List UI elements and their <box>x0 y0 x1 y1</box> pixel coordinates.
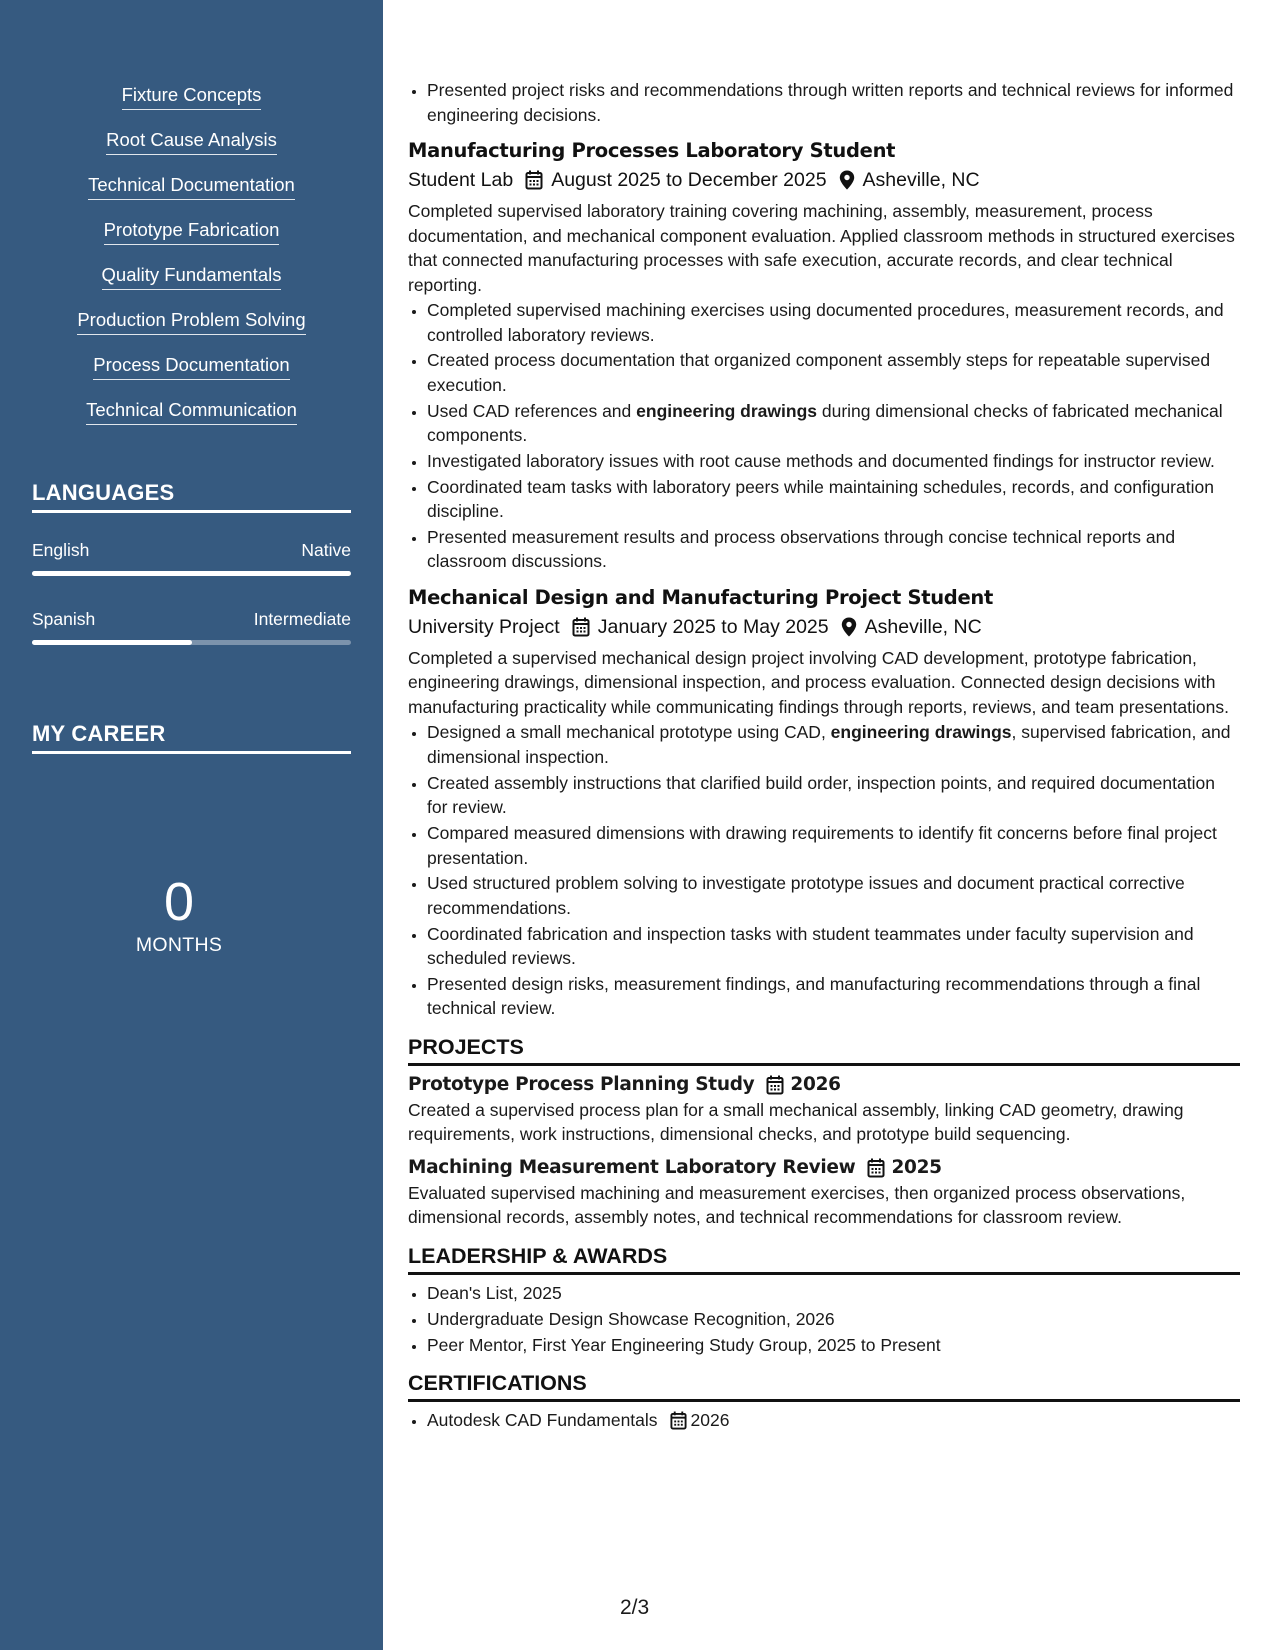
skill-item: Technical Communication <box>86 399 297 425</box>
bullet-item: • Investigated laboratory issues with root cause methods and documented findings for instructor review. <box>427 449 1240 474</box>
award-item: • Undergraduate Design Showcase Recognition, 2026 <box>427 1307 1240 1332</box>
bullet-item: • Completed supervised machining exercises using documented procedures, measurement records, and controlled laboratory reviews. <box>427 298 1240 347</box>
project-description: Created a supervised process plan for a small mechanical assembly, linking CAD geometry, drawing requirements, work instructions, dimensional checks, and prototype build sequencing. <box>408 1099 1184 1145</box>
skill-item: Root Cause Analysis <box>106 129 277 155</box>
career-value: 0 <box>163 872 195 932</box>
project-name: Prototype Process Planning Study <box>408 1073 755 1095</box>
certification-year: 2026 <box>690 1410 730 1431</box>
language-row <box>32 609 351 630</box>
project-description: Evaluated supervised machining and measurement exercises, then organized process observations, dimensional records, assembly notes, and technical recommendations for classroom review. <box>408 1182 1186 1228</box>
project-year: 2025 <box>891 1156 942 1178</box>
project-title <box>408 1155 1240 1181</box>
skill-item: Production Problem Solving <box>77 309 305 335</box>
calendar-icon <box>766 1075 784 1095</box>
projects-heading: PROJECTS <box>408 1033 1240 1066</box>
job-location: Asheville, NC <box>864 615 982 638</box>
certifications-heading: CERTIFICATIONS <box>408 1369 1240 1402</box>
language-name: English <box>32 540 90 560</box>
language-level: Native <box>301 540 351 560</box>
language-name: Spanish <box>32 609 96 629</box>
skills-list <box>0 84 383 444</box>
job-bullets <box>408 298 1240 574</box>
awards-heading: LEADERSHIP & AWARDS <box>408 1242 1240 1275</box>
bold-keyword: engineering drawings <box>636 400 818 421</box>
job-dates: January 2025 to May 2025 <box>597 615 829 638</box>
calendar-icon <box>572 617 590 637</box>
page-number: 2/3 <box>620 1596 650 1619</box>
certification-name: • Autodesk CAD Fundamentals <box>427 1410 658 1431</box>
career-unit: MONTHS <box>135 934 223 956</box>
job-dates: August 2025 to December 2025 <box>551 169 827 191</box>
award-item: • Peer Mentor, First Year Engineering Study Group, 2025 to Present <box>427 1333 1240 1358</box>
calendar-icon <box>867 1158 885 1178</box>
project-name: Machining Measurement Laboratory Review <box>408 1156 856 1178</box>
project-year: 2026 <box>790 1073 841 1095</box>
language-proficiency-bar <box>32 640 351 645</box>
bullet-item: • Presented measurement results and process observations through concise technical reports and classroom discussions. <box>427 525 1240 574</box>
job-organization: University Project <box>408 615 560 638</box>
job-organization: Student Lab <box>408 169 514 191</box>
languages-heading: LANGUAGES <box>32 480 351 513</box>
main-content <box>408 78 1240 1434</box>
bullet-item: • Coordinated team tasks with laboratory peers while maintaining schedules, records, and configuration discipline. <box>427 475 1240 524</box>
experience-bullets <box>408 78 1240 127</box>
skill-item: Prototype Fabrication <box>104 219 280 245</box>
certifications-list <box>408 1408 1240 1433</box>
job-description: Completed a supervised mechanical design project involving CAD development, prototype fabrication, engineering drawings, dimensional inspection, and process evaluation. Connected design decisions with manufacturing practicality while communicating findings through reports, reviews, and team presentations. <box>408 647 1229 717</box>
bullet-item: • Compared measured dimensions with drawing requirements to identify fit concerns before final project presentation. <box>427 821 1240 870</box>
language-row <box>32 540 351 561</box>
job-bullets <box>408 720 1240 1020</box>
job-meta <box>408 612 1240 642</box>
bullet-item: • Presented design risks, measurement findings, and manufacturing recommendations through a final technical review. <box>427 972 1240 1021</box>
job-title: Manufacturing Processes Laboratory Student <box>408 139 896 162</box>
calendar-icon <box>525 170 543 190</box>
career-heading: MY CAREER <box>32 721 351 754</box>
job-description: Completed supervised laboratory training covering machining, assembly, measurement, process documentation, and mechanical component evaluation. Applied classroom methods in structured exercises that connected manufacturing processes with safe execution, accurate records, and clear technical reporting. <box>408 201 1235 295</box>
skill-item: Fixture Concepts <box>122 84 262 110</box>
awards-list <box>408 1281 1240 1357</box>
calendar-icon <box>670 1411 687 1430</box>
bullet-item: • Used CAD references and engineering drawings during dimensional checks of fabricated mechanical components. <box>427 399 1240 448</box>
language-proficiency-fill <box>32 571 351 576</box>
language-proficiency-fill <box>32 640 192 645</box>
job-location: Asheville, NC <box>862 169 980 191</box>
bullet-item: • Created process documentation that organized component assembly steps for repeatable supervised execution. <box>427 348 1240 397</box>
job-meta <box>408 165 1240 195</box>
project-title <box>408 1072 1240 1098</box>
bold-keyword: engineering drawings <box>830 722 1012 743</box>
map-pin-icon <box>839 170 855 190</box>
language-proficiency-bar <box>32 571 351 576</box>
award-item: • Dean's List, 2025 <box>427 1281 1240 1306</box>
certification-item <box>427 1408 1240 1433</box>
skill-item: Quality Fundamentals <box>102 264 282 290</box>
bullet-item: • Created assembly instructions that clarified build order, inspection points, and required documentation for review. <box>427 771 1240 820</box>
skill-item: Process Documentation <box>93 354 289 380</box>
bullet-item: • Coordinated fabrication and inspection tasks with student teammates under faculty supervision and scheduled reviews. <box>427 922 1240 971</box>
bullet-item: • Designed a small mechanical prototype using CAD, engineering drawings, supervised fabrication, and dimensional inspection. <box>427 720 1240 769</box>
bullet-item: • Used structured problem solving to investigate prototype issues and document practical corrective recommendations. <box>427 871 1240 920</box>
job-title: Mechanical Design and Manufacturing Project Student <box>408 585 993 609</box>
map-pin-icon <box>841 617 857 637</box>
language-level: Intermediate <box>253 609 351 629</box>
skill-item: Technical Documentation <box>88 174 295 200</box>
bullet-item: • Presented project risks and recommendations through written reports and technical reviews for informed engineering decisions. <box>427 78 1240 127</box>
sidebar <box>0 0 383 1650</box>
